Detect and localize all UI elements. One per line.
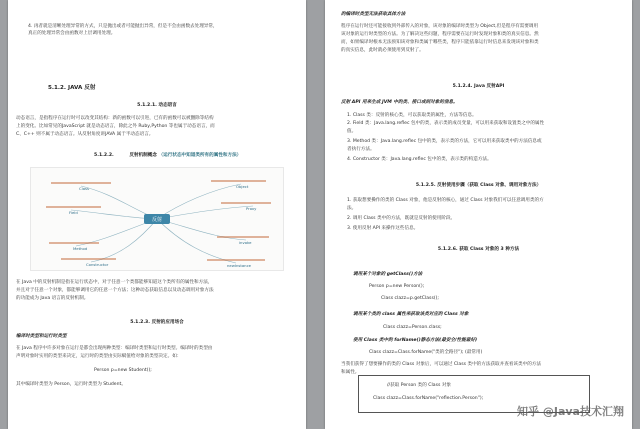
mindmap-node-class: Class [79, 186, 89, 191]
mindmap-node-constructor: Constructor [86, 262, 109, 267]
method-3-para-1: 当我们获得了想要操作的类的 Class 对象后，可以通过 Class 类中的方法获取并查看该类中的方法 [341, 362, 541, 367]
step-1: 1. 获取想要操作的类的 Class 对象，他是反射的核心，通过 Class 对象我们可以任意调用类的方 [347, 198, 544, 203]
api-heading: 反射 API 用来生成 JVM 中的类、接口或则对象的信息。 [341, 100, 458, 105]
section-5-1-2-heading: 5.1.2. JAVA 反射 [48, 85, 96, 91]
mindmap-node-method: Method [73, 246, 88, 251]
reflection-mindmap-image [30, 167, 284, 271]
mindmap-node-object: Object [236, 184, 249, 189]
para1-line-2: 该对象的运行时类型的方法。为了解决这些问题，程序需要在运行时发现对象和类的真实信息。然 [341, 32, 539, 37]
left-page [8, 0, 306, 429]
reflect-para-line-1: 在 Java 中的反射机制是指在运行状态中，对于任意一个类都能够知道这个类所有的属性和方法， [16, 280, 213, 285]
para1-line-4: 的真实信息，此时就必须使用到反射了。 [341, 48, 424, 53]
code-example: Person p=new Student(); [94, 368, 152, 373]
step-1-cont: 法。 [347, 206, 357, 211]
section-number: 5.1.2.2. [94, 153, 114, 158]
mindmap-node-newinstance: newInstance [227, 263, 251, 268]
method-3-heading: 使用 Class 类中的 forName()静态方法(最安全/性能最好) [353, 338, 478, 343]
dyn-para-line-3: C、C++ 则不属于动态语言。从反射角度讲JAVA 属于半动态语言。 [16, 132, 154, 137]
top-para-line-2: 真正的处理异常会由函数对上层调用处理。 [28, 31, 116, 36]
section-title: 反射机制概念 [129, 153, 157, 158]
dyn-para-line-1: 动态语言，是指程序在运行时可以改变其结构：新的函数可以引进，已有的函数可以被删除等结构 [16, 116, 214, 121]
method-1-code-2: Class clazz=p.getClass(); [381, 296, 439, 301]
api-item-2-cont: 值。 [347, 129, 357, 134]
api-item-1: 1. Class 类：反射的核心类，可以获取类的属性，方法等信息。 [347, 113, 477, 118]
section-5-1-2-6-heading: 5.1.2.6. 获取 Class 对象的 3 种方法 [437, 247, 520, 252]
section-5-1-2-3-heading: 5.1.2.3. 反射的应用场合 [130, 320, 184, 325]
api-item-3-cont: 者执行方法。 [347, 147, 375, 152]
section-5-1-2-4-heading: 5.1.2.4. Java 反射API [452, 84, 505, 89]
section-5-1-2-1-heading: 5.1.2.1. 动态语言 [137, 103, 177, 108]
method-2-code: Class clazz=Person.class; [383, 325, 442, 330]
compile-para-line-1: 在 Java 程序中许多对象在运行是都会出现两种类型：编译时类型和运行时类型。编译时的类型由 [16, 346, 213, 351]
code-box-line: Class clazz=Class.forName("reflection.Person"); [373, 396, 484, 401]
api-item-2: 2. Field 类：Java.lang.reflec 包中的类，表示类的成员变量，可以用来获取和设置类之中的属性 [347, 121, 545, 126]
api-item-4: 4. Constructor 类：Java.lang.reflec 包中的类，表示类的构造方法。 [347, 157, 492, 162]
step-2: 2. 调用 Class 类中的方法，既就是反射的使用阶段。 [347, 216, 456, 221]
right-page [325, 0, 632, 429]
para1-line-1: 程序在运行时还可能接收到外部传入的对象，该对象的编译时类型为 Object,但是程序有需要调用 [341, 24, 539, 29]
method-2-heading: 调用某个类的 class 属性来获取该类对应的 Class 对象 [353, 312, 469, 317]
mindmap-node-field: Field [69, 210, 78, 215]
mindmap-center-label: 反射 [151, 217, 163, 223]
reflect-para-line-2: 并且对于任意一个对象，都能够调用它的任意一个方法；这种动态获取信息以及动态调用对象方法 [16, 288, 214, 293]
mindmap-svg [31, 168, 283, 270]
method-1-code-1: Person p=new Person(); [369, 284, 425, 289]
section-5-1-2-5-heading: 5.1.2.5. 反射使用步骤（获取 Class 对象、调用对象方法） [415, 183, 542, 188]
runtime-heading: 的编译时类型无法获取具体方法 [341, 12, 406, 17]
watermark: 知乎 @Java技术汇翔 [517, 405, 624, 418]
last-line: 其中编译时类型为 Person，运行时类型为 Student。 [16, 382, 126, 387]
mindmap-node-invoke: invoke [239, 240, 252, 245]
top-para-line-1: 4. 再者就是清晰处理异常的方式，只是抛出或者可能抛出异常，但是不会由函数去处理异常， [28, 24, 218, 29]
step-3: 3. 使用反射 API 来操作这些信息。 [347, 226, 419, 231]
method-3-code: Class clazz=Class.forName("类的全路径"); (最常用) [369, 350, 483, 355]
dyn-para-line-2: 上的变化。比如常见的JavaScript 就是动态语言，除此之外 Ruby,Python 等也属于动态语言，而 [16, 124, 215, 129]
section-5-1-2-2-heading [94, 153, 241, 159]
mindmap-node-proxy: Proxy [246, 206, 257, 211]
code-box-comment: //获取 Person 类的 Class 对象 [387, 383, 452, 388]
reflect-para-line-3: 的功能成为 Java 语言的反射机制。 [16, 296, 89, 301]
compile-time-heading: 编译时类型和运行时类型 [16, 334, 67, 339]
method-1-heading: 调用某个对象的 getClass()方法 [353, 272, 423, 277]
compile-para-line-2: 声明对象时实用的类型来决定，运行时的类型由实际赋值给对象的类型决定。如： [16, 354, 182, 359]
para1-line-3: 而，如果编译时根本无法预知该对象和类属于哪些类，程序只能依靠运行时信息来发现该对象和类 [341, 40, 539, 45]
api-item-3: 3. Method 类：Java.lang.reflec 包中的类，表示类的方法，它可以用来获取类中的方法信息或 [347, 139, 542, 144]
section-note: （运行状态中知道类所有的属性和方法） [158, 153, 242, 158]
method-3-para-2: 和属性。 [341, 370, 360, 375]
